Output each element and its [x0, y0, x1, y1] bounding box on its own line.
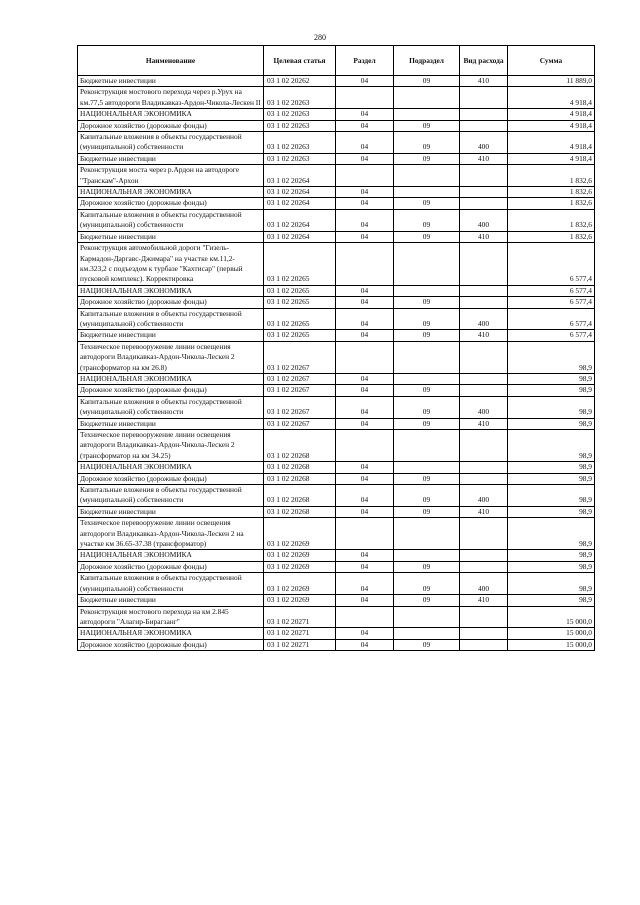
- cell-subsection: [394, 87, 460, 109]
- table-row: [78, 518, 595, 550]
- table-row: [78, 373, 595, 384]
- cell-subsection: 09: [394, 231, 460, 242]
- cell-name: Бюджетные инвестиции: [78, 153, 264, 164]
- cell-subsection: 09: [394, 132, 460, 154]
- cell-subsection: [394, 109, 460, 120]
- cell-target: 03 1 02 20262: [264, 76, 336, 87]
- header-target: Целевая статья: [264, 46, 336, 76]
- cell-sum: 98,9: [508, 573, 595, 595]
- cell-section: 04: [336, 573, 394, 595]
- cell-subsection: [394, 550, 460, 561]
- table-header: [78, 46, 595, 76]
- cell-sum: 4 918,4: [508, 153, 595, 164]
- cell-sum: 1 832,6: [508, 231, 595, 242]
- cell-name: Бюджетные инвестиции: [78, 330, 264, 341]
- cell-expense-type: [460, 639, 508, 650]
- cell-section: 04: [336, 373, 394, 384]
- cell-section: 04: [336, 132, 394, 154]
- table-row: [78, 330, 595, 341]
- cell-section: 04: [336, 628, 394, 639]
- cell-expense-type: [460, 341, 508, 373]
- cell-subsection: 09: [394, 330, 460, 341]
- cell-subsection: 09: [394, 561, 460, 572]
- table-row: [78, 341, 595, 373]
- cell-section: 04: [336, 187, 394, 198]
- cell-name: Реконструкция моста через р.Ардон на автодороге "Транскам"-Архон: [78, 165, 264, 187]
- table-row: [78, 561, 595, 572]
- cell-expense-type: [460, 385, 508, 396]
- cell-name: Дорожное хозяйство (дорожные фонды): [78, 639, 264, 650]
- cell-target: 03 1 02 20269: [264, 518, 336, 550]
- cell-target: 03 1 02 20268: [264, 462, 336, 473]
- cell-section: [336, 518, 394, 550]
- cell-name: Капитальные вложения в объекты государственной (муниципальной) собственности: [78, 573, 264, 595]
- cell-name: Реконструкция мостового перехода на км 2.845 автодороги "Алагир-Бирагзанг": [78, 606, 264, 628]
- table-row: [78, 573, 595, 595]
- cell-subsection: 09: [394, 506, 460, 517]
- cell-section: 04: [336, 396, 394, 418]
- cell-sum: 6 577,4: [508, 330, 595, 341]
- cell-subsection: 09: [394, 297, 460, 308]
- header-name: Наименование: [78, 46, 264, 76]
- table-row: [78, 153, 595, 164]
- cell-name: НАЦИОНАЛЬНАЯ ЭКОНОМИКА: [78, 462, 264, 473]
- cell-name: Бюджетные инвестиции: [78, 418, 264, 429]
- cell-target: 03 1 02 20267: [264, 396, 336, 418]
- cell-subsection: 09: [394, 639, 460, 650]
- cell-subsection: [394, 518, 460, 550]
- cell-target: 03 1 02 20264: [264, 187, 336, 198]
- cell-section: 04: [336, 485, 394, 507]
- cell-target: 03 1 02 20271: [264, 628, 336, 639]
- cell-expense-type: 400: [460, 132, 508, 154]
- table-row: [78, 595, 595, 606]
- cell-name: Реконструкция мостового перехода через р.Урух на км.77,5 автодороги Владикавказ-Ардон-Чикола-Лескен II: [78, 87, 264, 109]
- cell-target: 03 1 02 20267: [264, 385, 336, 396]
- cell-section: 04: [336, 418, 394, 429]
- cell-expense-type: 410: [460, 330, 508, 341]
- cell-target: 03 1 02 20263: [264, 109, 336, 120]
- cell-expense-type: [460, 285, 508, 296]
- cell-subsection: 09: [394, 396, 460, 418]
- table-row: [78, 418, 595, 429]
- cell-expense-type: [460, 87, 508, 109]
- table-row: [78, 628, 595, 639]
- cell-name: Капитальные вложения в объекты государственной (муниципальной) собственности: [78, 485, 264, 507]
- cell-expense-type: [460, 550, 508, 561]
- cell-sum: 15 000,0: [508, 639, 595, 650]
- table-row: [78, 109, 595, 120]
- cell-expense-type: 410: [460, 153, 508, 164]
- cell-name: НАЦИОНАЛЬНАЯ ЭКОНОМИКА: [78, 187, 264, 198]
- cell-subsection: 09: [394, 209, 460, 231]
- cell-subsection: [394, 341, 460, 373]
- table-row: [78, 231, 595, 242]
- cell-expense-type: 410: [460, 418, 508, 429]
- budget-table: [77, 45, 595, 651]
- cell-subsection: [394, 462, 460, 473]
- cell-section: 04: [336, 473, 394, 484]
- table-row: [78, 485, 595, 507]
- cell-sum: 1 832,6: [508, 209, 595, 231]
- cell-section: 04: [336, 231, 394, 242]
- cell-sum: 98,9: [508, 341, 595, 373]
- cell-subsection: [394, 606, 460, 628]
- cell-sum: 98,9: [508, 373, 595, 384]
- cell-section: [336, 165, 394, 187]
- cell-target: 03 1 02 20264: [264, 165, 336, 187]
- cell-sum: 1 832,6: [508, 198, 595, 209]
- cell-name: Капитальные вложения в объекты государственной (муниципальной) собственности: [78, 209, 264, 231]
- cell-name: Капитальные вложения в объекты государственной (муниципальной) собственности: [78, 396, 264, 418]
- cell-section: [336, 341, 394, 373]
- cell-sum: 6 577,4: [508, 285, 595, 296]
- cell-subsection: [394, 187, 460, 198]
- table-row: [78, 132, 595, 154]
- cell-sum: 4 918,4: [508, 132, 595, 154]
- cell-subsection: 09: [394, 120, 460, 131]
- cell-sum: 98,9: [508, 430, 595, 462]
- table-row: [78, 120, 595, 131]
- cell-sum: 98,9: [508, 518, 595, 550]
- cell-target: 03 1 02 20269: [264, 561, 336, 572]
- cell-expense-type: [460, 297, 508, 308]
- cell-name: Техническое перевооружение линии освещения автодороги Владикавказ-Ардон-Чикола-Лескен 2 на участке км 36.65-37.38 (трансформатор): [78, 518, 264, 550]
- cell-sum: 11 889,0: [508, 76, 595, 87]
- cell-sum: 98,9: [508, 396, 595, 418]
- table-row: [78, 165, 595, 187]
- cell-name: Бюджетные инвестиции: [78, 506, 264, 517]
- cell-sum: 98,9: [508, 595, 595, 606]
- cell-target: 03 1 02 20265: [264, 308, 336, 330]
- cell-expense-type: [460, 120, 508, 131]
- cell-name: НАЦИОНАЛЬНАЯ ЭКОНОМИКА: [78, 628, 264, 639]
- cell-subsection: 09: [394, 573, 460, 595]
- cell-target: 03 1 02 20267: [264, 341, 336, 373]
- cell-name: Дорожное хозяйство (дорожные фонды): [78, 385, 264, 396]
- cell-name: Бюджетные инвестиции: [78, 231, 264, 242]
- cell-name: Дорожное хозяйство (дорожные фонды): [78, 297, 264, 308]
- cell-section: 04: [336, 76, 394, 87]
- cell-expense-type: 410: [460, 506, 508, 517]
- cell-target: 03 1 02 20269: [264, 550, 336, 561]
- cell-subsection: [394, 243, 460, 286]
- cell-section: 04: [336, 198, 394, 209]
- cell-target: 03 1 02 20265: [264, 243, 336, 286]
- cell-subsection: [394, 165, 460, 187]
- cell-sum: 6 577,4: [508, 243, 595, 286]
- cell-target: 03 1 02 20268: [264, 485, 336, 507]
- cell-sum: 98,9: [508, 485, 595, 507]
- cell-name: Бюджетные инвестиции: [78, 76, 264, 87]
- cell-expense-type: 410: [460, 76, 508, 87]
- cell-section: 04: [336, 385, 394, 396]
- cell-sum: 98,9: [508, 418, 595, 429]
- table-row: [78, 187, 595, 198]
- cell-target: 03 1 02 20263: [264, 87, 336, 109]
- cell-expense-type: [460, 165, 508, 187]
- table-row: [78, 198, 595, 209]
- table-row: [78, 385, 595, 396]
- cell-sum: 4 918,4: [508, 120, 595, 131]
- cell-sum: 1 832,6: [508, 165, 595, 187]
- cell-expense-type: [460, 198, 508, 209]
- cell-name: Техническое перевооружение линии освещения автодороги Владикавказ-Ардон-Чикола-Лескен 2 (трансформатор на км 26.8): [78, 341, 264, 373]
- cell-sum: 98,9: [508, 506, 595, 517]
- cell-name: Дорожное хозяйство (дорожные фонды): [78, 120, 264, 131]
- cell-sum: 6 577,4: [508, 308, 595, 330]
- cell-subsection: 09: [394, 76, 460, 87]
- cell-target: 03 1 02 20268: [264, 473, 336, 484]
- cell-name: Капитальные вложения в объекты государственной (муниципальной) собственности: [78, 308, 264, 330]
- cell-subsection: 09: [394, 595, 460, 606]
- cell-target: 03 1 02 20265: [264, 297, 336, 308]
- table-row: [78, 430, 595, 462]
- header-sum: Сумма: [508, 46, 595, 76]
- cell-target: 03 1 02 20271: [264, 639, 336, 650]
- cell-section: [336, 430, 394, 462]
- cell-section: 04: [336, 462, 394, 473]
- cell-expense-type: [460, 606, 508, 628]
- cell-section: 04: [336, 308, 394, 330]
- cell-section: 04: [336, 209, 394, 231]
- table-row: [78, 209, 595, 231]
- cell-expense-type: [460, 187, 508, 198]
- cell-target: 03 1 02 20264: [264, 198, 336, 209]
- cell-sum: 1 832,6: [508, 187, 595, 198]
- cell-expense-type: 410: [460, 595, 508, 606]
- cell-target: 03 1 02 20268: [264, 430, 336, 462]
- table-row: [78, 243, 595, 286]
- cell-expense-type: [460, 561, 508, 572]
- cell-subsection: 09: [394, 485, 460, 507]
- cell-name: Техническое перевооружение линии освещения автодороги Владикавказ-Ардон-Чикола-Лескен 2 (трансформатор на км 34.25): [78, 430, 264, 462]
- cell-expense-type: [460, 243, 508, 286]
- cell-subsection: 09: [394, 308, 460, 330]
- cell-target: 03 1 02 20267: [264, 418, 336, 429]
- cell-sum: 6 577,4: [508, 297, 595, 308]
- table-row: [78, 396, 595, 418]
- table-body: [78, 76, 595, 651]
- cell-sum: 98,9: [508, 462, 595, 473]
- table-row: [78, 550, 595, 561]
- cell-section: 04: [336, 109, 394, 120]
- cell-section: 04: [336, 595, 394, 606]
- cell-target: 03 1 02 20265: [264, 285, 336, 296]
- table-row: [78, 76, 595, 87]
- cell-sum: 15 000,0: [508, 628, 595, 639]
- cell-name: Капитальные вложения в объекты государственной (муниципальной) собственности: [78, 132, 264, 154]
- cell-name: НАЦИОНАЛЬНАЯ ЭКОНОМИКА: [78, 550, 264, 561]
- cell-section: [336, 87, 394, 109]
- cell-sum: 98,9: [508, 385, 595, 396]
- cell-name: Дорожное хозяйство (дорожные фонды): [78, 473, 264, 484]
- cell-expense-type: [460, 109, 508, 120]
- cell-subsection: 09: [394, 153, 460, 164]
- cell-subsection: [394, 430, 460, 462]
- cell-expense-type: 400: [460, 573, 508, 595]
- cell-target: 03 1 02 20263: [264, 132, 336, 154]
- cell-expense-type: [460, 430, 508, 462]
- cell-section: 04: [336, 639, 394, 650]
- table-row: [78, 473, 595, 484]
- cell-section: 04: [336, 561, 394, 572]
- cell-section: 04: [336, 550, 394, 561]
- page-number: 280: [314, 33, 326, 42]
- cell-target: 03 1 02 20264: [264, 209, 336, 231]
- header-section: Раздел: [336, 46, 394, 76]
- cell-sum: 98,9: [508, 561, 595, 572]
- cell-name: Дорожное хозяйство (дорожные фонды): [78, 198, 264, 209]
- table-row: [78, 87, 595, 109]
- cell-sum: 98,9: [508, 473, 595, 484]
- cell-target: 03 1 02 20269: [264, 573, 336, 595]
- table-row: [78, 308, 595, 330]
- cell-name: Бюджетные инвестиции: [78, 595, 264, 606]
- cell-section: [336, 606, 394, 628]
- table-row: [78, 639, 595, 650]
- cell-subsection: [394, 373, 460, 384]
- cell-section: 04: [336, 506, 394, 517]
- cell-expense-type: 410: [460, 231, 508, 242]
- header-subsection: Подраздел: [394, 46, 460, 76]
- cell-section: 04: [336, 330, 394, 341]
- cell-section: [336, 243, 394, 286]
- cell-sum: 4 918,4: [508, 87, 595, 109]
- cell-expense-type: [460, 373, 508, 384]
- cell-expense-type: [460, 518, 508, 550]
- cell-name: НАЦИОНАЛЬНАЯ ЭКОНОМИКА: [78, 285, 264, 296]
- cell-section: 04: [336, 285, 394, 296]
- cell-sum: 98,9: [508, 550, 595, 561]
- cell-subsection: 09: [394, 473, 460, 484]
- cell-name: Дорожное хозяйство (дорожные фонды): [78, 561, 264, 572]
- table-row: [78, 506, 595, 517]
- cell-expense-type: 400: [460, 308, 508, 330]
- cell-expense-type: 400: [460, 396, 508, 418]
- cell-subsection: [394, 285, 460, 296]
- cell-sum: 15 000,0: [508, 606, 595, 628]
- cell-name: НАЦИОНАЛЬНАЯ ЭКОНОМИКА: [78, 373, 264, 384]
- cell-sum: 4 918,4: [508, 109, 595, 120]
- table-row: [78, 606, 595, 628]
- cell-expense-type: [460, 473, 508, 484]
- cell-target: 03 1 02 20269: [264, 595, 336, 606]
- cell-expense-type: [460, 628, 508, 639]
- cell-subsection: [394, 628, 460, 639]
- cell-name: Реконструкция автомобильной дороги "Гизель-Кармадон-Даргавс-Джимара" на участке км.11,2-км.323,2 с подъездом к турбазе "Кахтисар" (первый пусковой комплекс). Корректировка: [78, 243, 264, 286]
- cell-target: 03 1 02 20267: [264, 373, 336, 384]
- cell-name: НАЦИОНАЛЬНАЯ ЭКОНОМИКА: [78, 109, 264, 120]
- cell-expense-type: 400: [460, 485, 508, 507]
- cell-target: 03 1 02 20271: [264, 606, 336, 628]
- cell-target: 03 1 02 20264: [264, 231, 336, 242]
- cell-section: 04: [336, 153, 394, 164]
- table-row: [78, 297, 595, 308]
- cell-subsection: 09: [394, 418, 460, 429]
- table-row: [78, 285, 595, 296]
- cell-section: 04: [336, 297, 394, 308]
- cell-subsection: 09: [394, 385, 460, 396]
- cell-target: 03 1 02 20263: [264, 120, 336, 131]
- cell-expense-type: [460, 462, 508, 473]
- cell-target: 03 1 02 20263: [264, 153, 336, 164]
- cell-target: 03 1 02 20265: [264, 330, 336, 341]
- cell-target: 03 1 02 20268: [264, 506, 336, 517]
- cell-expense-type: 400: [460, 209, 508, 231]
- cell-subsection: 09: [394, 198, 460, 209]
- cell-section: 04: [336, 120, 394, 131]
- header-expense-type: Вид расхода: [460, 46, 508, 76]
- table-row: [78, 462, 595, 473]
